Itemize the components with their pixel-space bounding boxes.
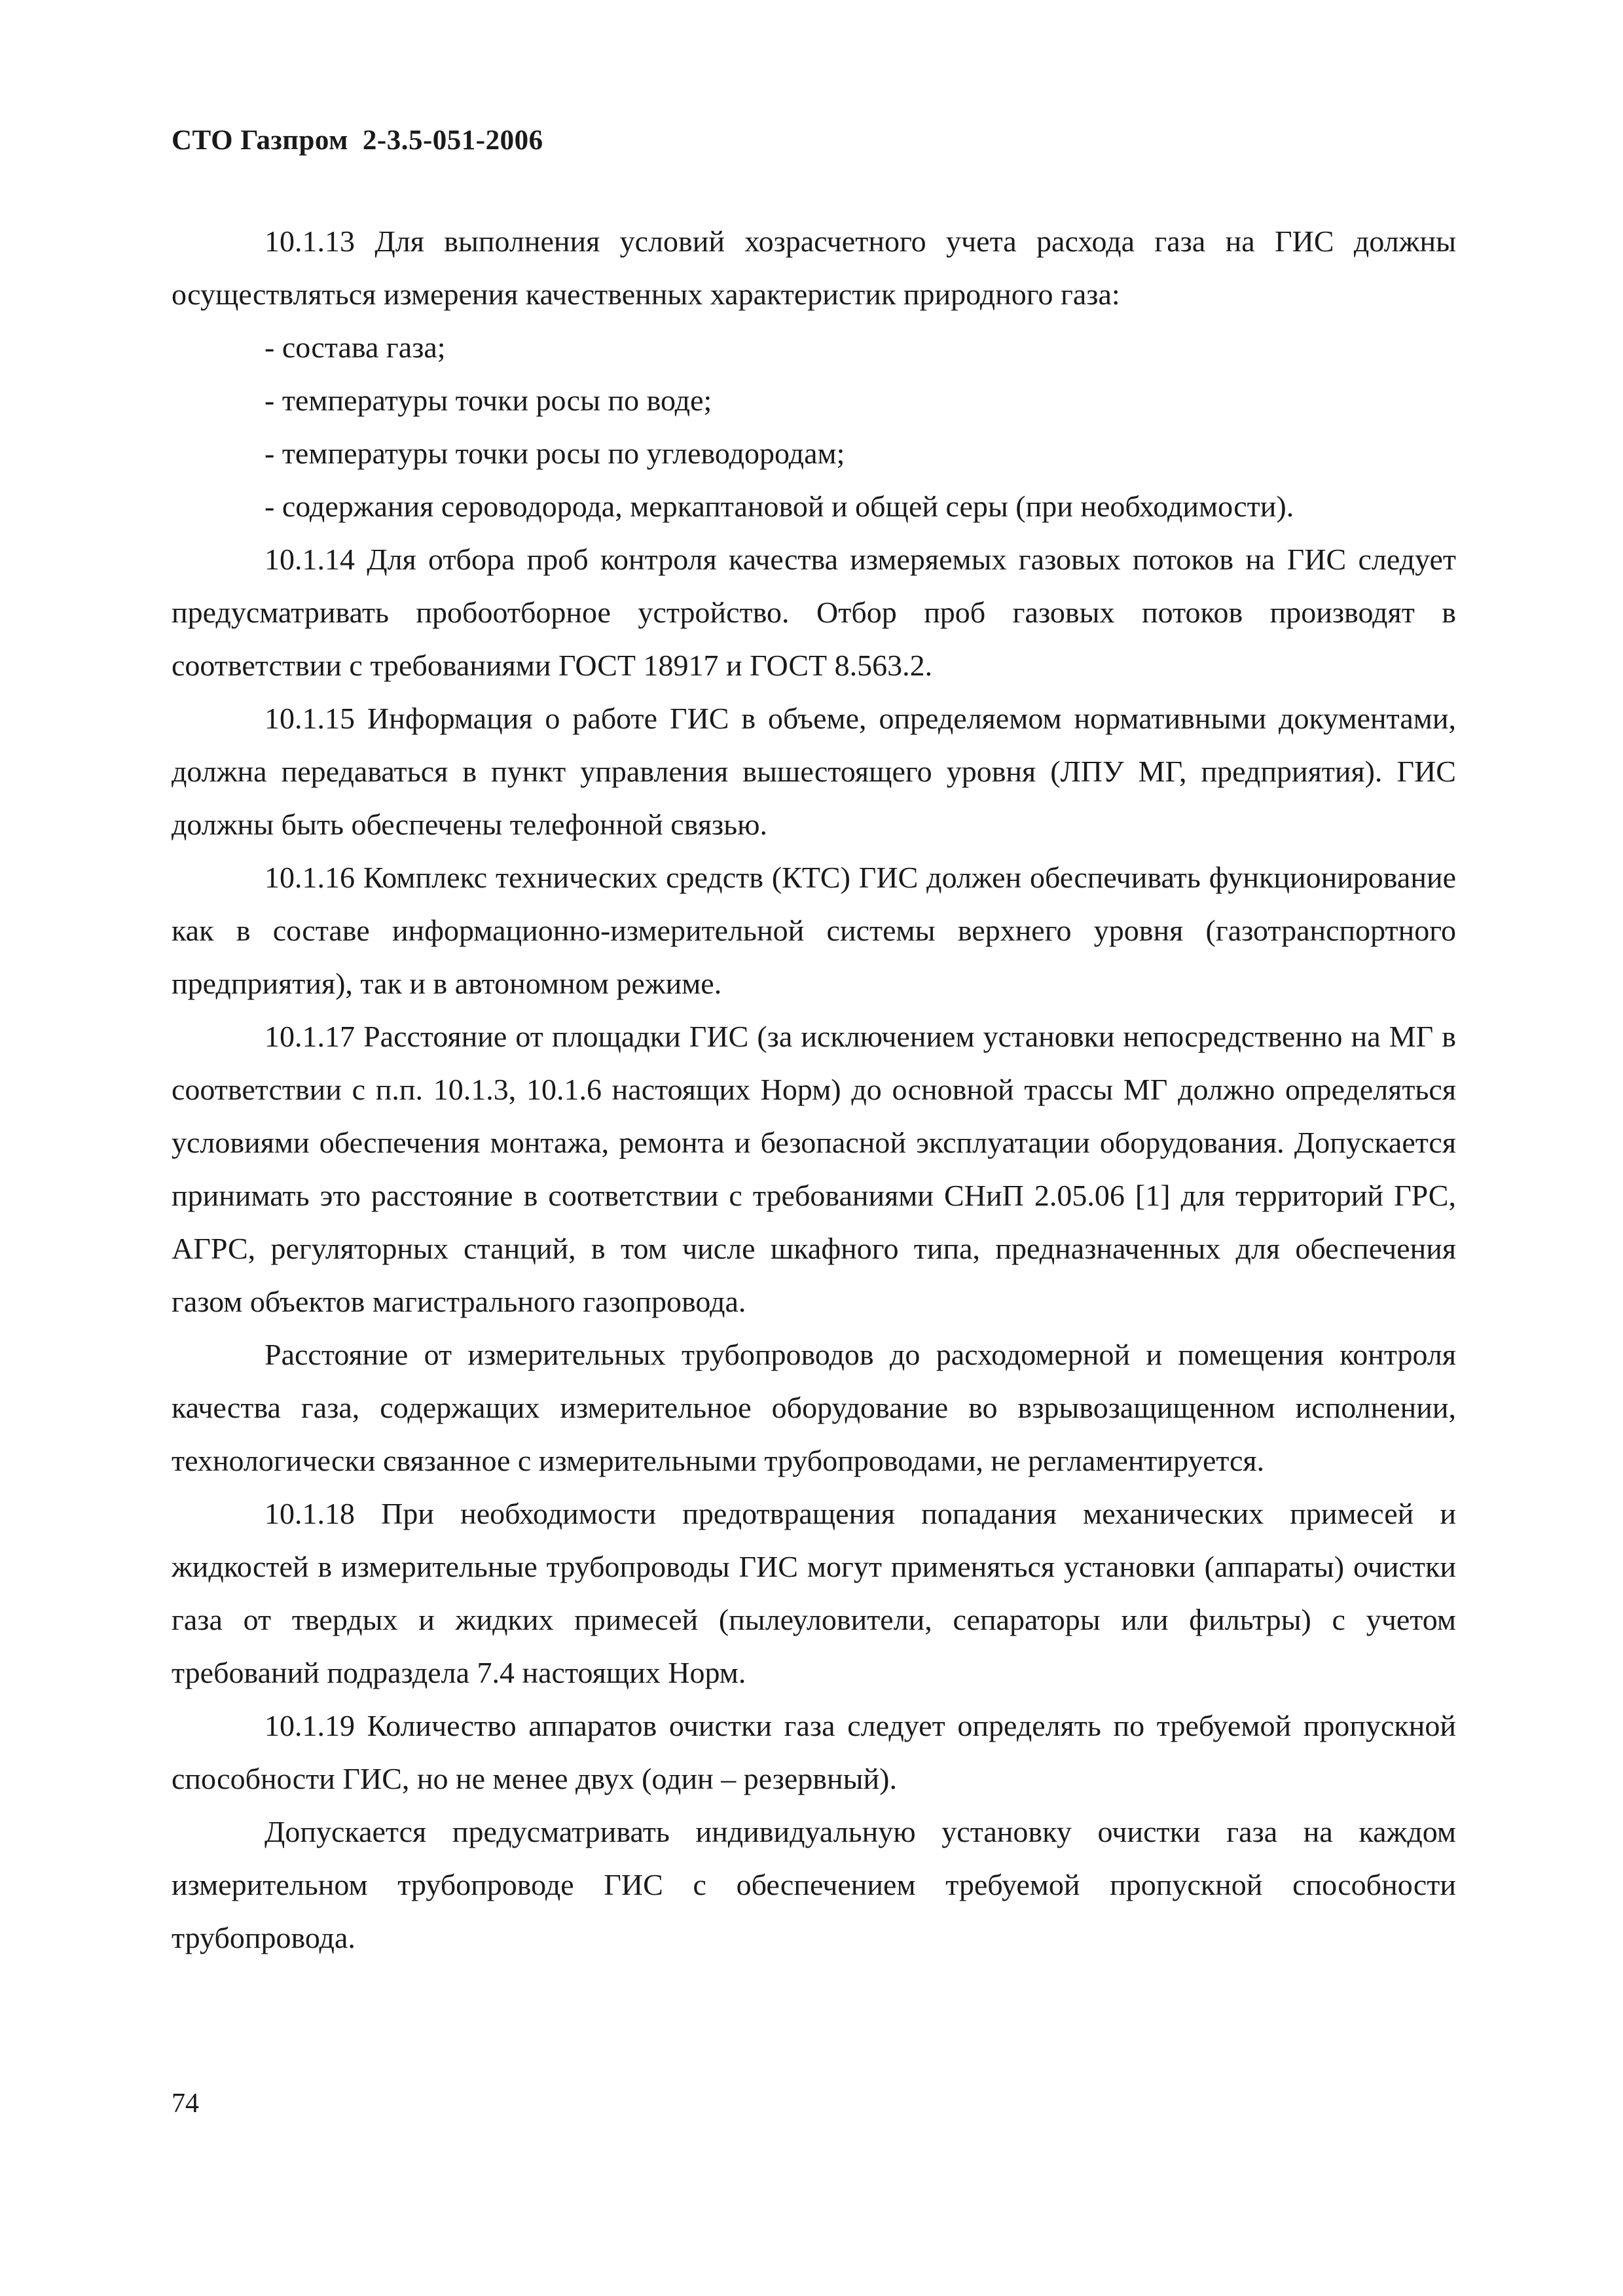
document-body xyxy=(172,215,1456,1964)
paragraph-10-1-18: 10.1.18 При необходимости предотвращения попадания механических примесей и жидкостей в измерительные трубопроводы ГИС могут применяться установки (аппараты) очистки газа от твердых и жидких примесей (пылеуловители, сепараторы или фильтры) с учетом требований подраздела 7.4 настоящих Норм. xyxy=(172,1497,1456,1689)
paragraph-10-1-14: 10.1.14 Для отбора проб контроля качества измеряемых газовых потоков на ГИС следует предусматривать пробоотборное устройство. Отбор проб газовых потоков производят в соответствии с требованиями ГОСТ 18917 и ГОСТ 8.563.2. xyxy=(172,543,1456,682)
paragraph-10-1-17: 10.1.17 Расстояние от площадки ГИС (за исключением установки непосредственно на МГ в соответствии с п.п. 10.1.3, 10.1.6 настоящих Норм) до основной трассы МГ должно определяться условиями обеспечения монтажа, ремонта и безопасной эксплуатации оборудования. Допускается принимать это расстояние в соответствии с требованиями СНиП 2.05.06 [1] для территорий ГРС, АГРС, регуляторных станций, в том числе шкафного типа, предназначенных для обеспечения газом объектов магистрального газопровода. xyxy=(172,1020,1456,1318)
header-org: СТО Газпром xyxy=(172,125,348,156)
document-header xyxy=(172,124,543,156)
list-item-sulfur-content: - содержания сероводорода, меркаптановой и общей серы (при необходимости). xyxy=(264,490,1294,523)
list-item-gas-composition: - состава газа; xyxy=(264,331,446,364)
paragraph-10-1-13: 10.1.13 Для выполнения условий хозрасчетного учета расхода газа на ГИС должны осуществляться измерения качественных характеристик природного газа: xyxy=(172,224,1456,311)
paragraph-10-1-19: 10.1.19 Количество аппаратов очистки газа следует определять по требуемой пропускной способности ГИС, но не менее двух (один – резервный). xyxy=(172,1709,1456,1795)
paragraph-cleaning-note: Допускается предусматривать индивидуальную установку очистки газа на каждом измерительном трубопроводе ГИС с обеспечением требуемой пропускной способности трубопровода. xyxy=(172,1815,1456,1954)
page-number: 74 xyxy=(172,2089,199,2119)
header-standard-code: 2-3.5-051-2006 xyxy=(362,125,543,156)
paragraph-distance-note: Расстояние от измерительных трубопроводов до расходомерной и помещения контроля качества газа, содержащих измерительное оборудование во взрывозащищенном исполнении, технологически связанное с измерительными трубопроводами, не регламентируется. xyxy=(172,1338,1456,1477)
list-item-water-dew-point: - температуры точки росы по воде; xyxy=(264,384,712,417)
paragraph-10-1-16: 10.1.16 Комплекс технических средств (КТС) ГИС должен обеспечивать функционирование как в составе информационно-измерительной системы верхнего уровня (газотранспортного предприятия), так и в автономном режиме. xyxy=(172,861,1456,1000)
paragraph-10-1-15: 10.1.15 Информация о работе ГИС в объеме, определяемом нормативными документами, должна передаваться в пункт управления вышестоящего уровня (ЛПУ МГ, предприятия). ГИС должны быть обеспечены телефонной связью. xyxy=(172,702,1456,841)
list-item-hydrocarbon-dew-point: - температуры точки росы по углеводородам; xyxy=(264,437,845,470)
